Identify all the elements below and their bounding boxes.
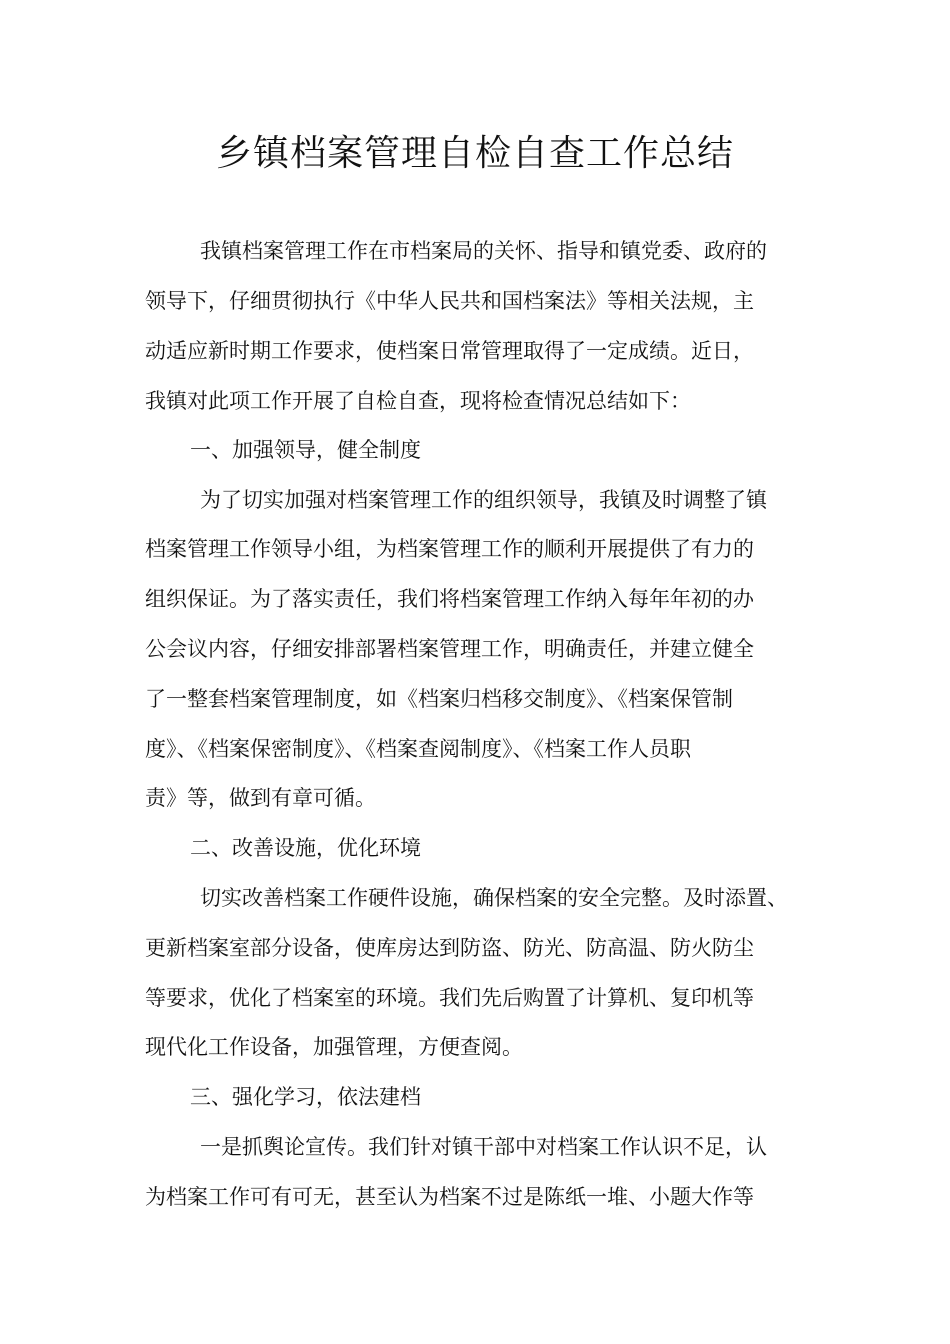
section-heading: 一、加强领导，健全制度 xyxy=(190,438,421,462)
body-line: 组织保证。为了落实责任，我们将档案管理工作纳入每年年初的办 xyxy=(145,587,754,611)
body-line: 动适应新时期工作要求，使档案日常管理取得了一定成绩。近日， xyxy=(145,339,754,363)
body-line: 了一整套档案管理制度，如《档案归档移交制度》、《档案保管制 xyxy=(145,687,733,711)
body-line: 为了切实加强对档案管理工作的组织领导，我镇及时调整了镇 xyxy=(200,488,767,512)
body-line: 公会议内容，仔细安排部署档案管理工作，明确责任，并建立健全 xyxy=(145,637,754,661)
body-line: 我镇对此项工作开展了自检自查，现将检查情况总结如下： xyxy=(145,389,691,413)
body-line: 现代化工作设备，加强管理，方便查阅。 xyxy=(145,1035,523,1059)
body-line: 等要求，优化了档案室的环境。我们先后购置了计算机、复印机等 xyxy=(145,986,754,1010)
body-line: 我镇档案管理工作在市档案局的关怀、指导和镇党委、政府的 xyxy=(200,239,767,263)
document-title: 乡镇档案管理自检自查工作总结 xyxy=(215,133,734,174)
body-line: 为档案工作可有可无，甚至认为档案不过是陈纸一堆、小题大作等 xyxy=(145,1185,754,1209)
section-heading: 二、改善设施，优化环境 xyxy=(190,836,421,860)
body-line: 切实改善档案工作硬件设施，确保档案的安全完整。及时添置、 xyxy=(200,886,788,910)
section-heading: 三、强化学习，依法建档 xyxy=(190,1085,421,1109)
body-line: 责》等，做到有章可循。 xyxy=(145,786,376,810)
body-line: 度》、《档案保密制度》、《档案查阅制度》、《档案工作人员职 xyxy=(145,737,691,761)
body-line: 领导下，仔细贯彻执行《中华人民共和国档案法》等相关法规，主 xyxy=(145,289,754,313)
body-line: 档案管理工作领导小组，为档案管理工作的顺利开展提供了有力的 xyxy=(145,537,754,561)
body-line: 更新档案室部分设备，使库房达到防盗、防光、防高温、防火防尘 xyxy=(145,936,754,960)
body-line: 一是抓舆论宣传。我们针对镇干部中对档案工作认识不足，认 xyxy=(200,1135,767,1159)
